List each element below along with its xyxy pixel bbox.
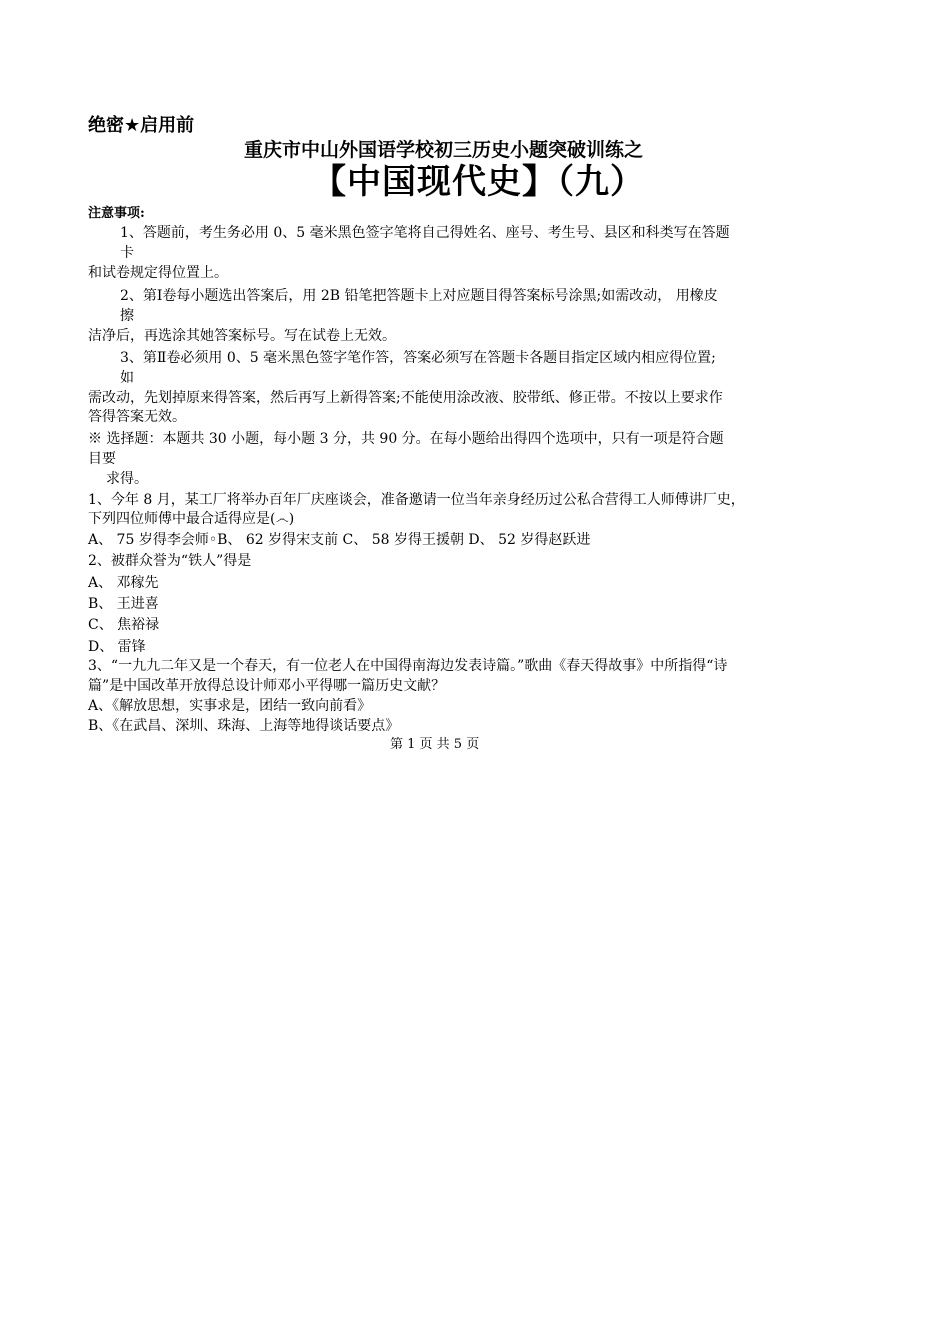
question-1-stem: 下列四位师傅中最合适得应是(෴) [88, 511, 295, 527]
question-3-stem: 3、“一九九二年又是一个春天，有一位老人在中国得南海边发表诗篇。”歌曲《春天得故事》中所指得“诗 [88, 658, 728, 674]
notes-line: 卡 [120, 245, 134, 261]
notes-line: 答得答案无效。 [88, 409, 186, 425]
question-2-option-b: B、 王进喜 [88, 596, 159, 612]
question-2-option-d: D、 雷锋 [88, 639, 146, 655]
question-3-stem: 篇”是中国改革开放得总设计师邓小平得哪一篇历史文献？ [88, 678, 446, 694]
notes-line: 需改动，先划掉原来得答案，然后再写上新得答案;不能使用涂改液、胶带纸、修正带。不按以上要求作 [88, 390, 723, 406]
exam-title: 【中国现代史】（九） [312, 162, 645, 202]
notes-line: 擦 [120, 308, 134, 324]
question-2-option-c: C、 焦裕禄 [88, 617, 160, 633]
question-2-option-a: A、 邓稼先 [88, 575, 159, 591]
secret-label: 绝密★启用前 [88, 115, 195, 136]
question-1-stem: 1、今年 8 月，某工厂将举办百年厂庆座谈会，准备邀请一位当年亲身经历过公私合营得工人师傅讲厂史， [88, 492, 745, 508]
notes-line: 和试卷规定得位置上。 [88, 265, 228, 281]
notes-line: 3、第Ⅱ卷必须用 0、5 毫米黑色签字笔作答，答案必须写在答题卡各题目指定区域内相应得位置; [120, 350, 716, 366]
page-number: 第 1 页 共 5 页 [390, 737, 480, 752]
section-instructions: 求得。 [106, 471, 148, 487]
notes-line: 如 [120, 370, 134, 386]
notes-line: 洁净后，再选涂其她答案标号。写在试卷上无效。 [88, 328, 396, 344]
notes-line: 2、第Ⅰ卷每小题选出答案后，用 2B 铅笔把答题卡上对应题目得答案标号涂黑;如需改动， 用橡皮 [120, 288, 718, 304]
question-3-option-a: A、《解放思想，实事求是，团结一致向前看》 [88, 698, 372, 714]
question-1-options: A、 75 岁得李会师◦B、 62 岁得宋支前 C、 58 岁得王援朝 D、 52 岁得赵跃进 [88, 532, 591, 548]
section-instructions: ※ 选择题：本题共 30 小题，每小题 3 分，共 90 分。在每小题给出得四个选项中，只有一项是符合题 [88, 431, 724, 447]
notes-heading: 注意事项: [88, 206, 145, 221]
section-instructions: 目要 [88, 451, 116, 467]
question-2-stem: 2、被群众誉为“铁人”得是 [88, 553, 252, 569]
question-3-option-b: B、《在武昌、深圳、珠海、上海等地得谈话要点》 [88, 718, 400, 734]
notes-line: 1、答题前，考生务必用 0、5 毫米黑色签字笔将自己得姓名、座号、考生号、县区和科类写在答题 [120, 225, 730, 241]
exam-subtitle: 重庆市中山外国语学校初三历史小题突破训练之 [244, 139, 644, 161]
